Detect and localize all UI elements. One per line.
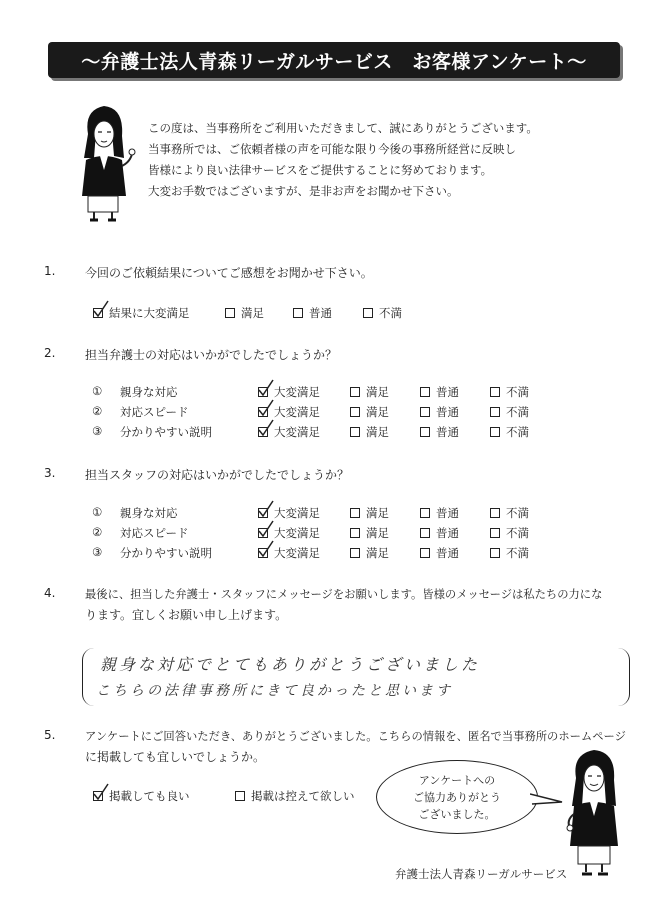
checkbox[interactable]	[350, 427, 360, 437]
intro-line: 皆様により良い法律サービスをご提供することに努めております。	[148, 163, 493, 177]
option-label: 満足	[366, 385, 389, 399]
checkbox[interactable]	[225, 308, 235, 318]
option-label: 大変満足	[274, 546, 320, 560]
q2-row-label: 対応スピード	[120, 405, 189, 419]
checkmark-icon	[258, 520, 274, 538]
thank-you-speech-bubble	[376, 760, 538, 834]
checkmark-icon	[258, 399, 274, 417]
q1-option-very-satisfied[interactable]	[93, 305, 190, 321]
bowing-receptionist-illustration-icon	[560, 742, 630, 880]
q2-row-label: 親身な対応	[120, 385, 178, 399]
q3-number: 3.	[44, 466, 56, 480]
q2-row-label: 分かりやすい説明	[120, 425, 212, 439]
q3-r3-dissatisfied[interactable]	[490, 545, 529, 561]
checkbox[interactable]	[490, 508, 500, 518]
checkbox[interactable]	[420, 548, 430, 558]
q3-r1-neutral[interactable]	[420, 505, 459, 521]
checkbox[interactable]	[350, 407, 360, 417]
q1-option-neutral[interactable]	[293, 305, 332, 321]
q2-row-number: ①	[92, 384, 103, 398]
checkbox[interactable]	[490, 548, 500, 558]
q3-r2-neutral[interactable]	[420, 525, 459, 541]
q2-r3-satisfied[interactable]	[350, 424, 389, 440]
q2-r2-neutral[interactable]	[420, 404, 459, 420]
q1-question: 今回のご依頼結果についてご感想をお聞かせ下さい。	[85, 266, 373, 280]
q2-r3-very-satisfied[interactable]	[258, 424, 320, 440]
intro-line: この度は、当事務所をご利用いただきまして、誠にありがとうございます。	[148, 121, 538, 135]
option-label: 普通	[309, 306, 332, 320]
checkbox[interactable]	[350, 387, 360, 397]
bubble-line: アンケートへの	[418, 773, 496, 787]
option-label: 不満	[506, 526, 529, 540]
q2-row-number: ③	[92, 424, 103, 438]
option-label: 満足	[366, 405, 389, 419]
q4-question-line2: ります。宜しくお願い申し上げます。	[85, 608, 288, 622]
q2-r1-very-satisfied[interactable]	[258, 384, 320, 400]
checkbox[interactable]	[420, 528, 430, 538]
option-label: 満足	[366, 425, 389, 439]
checkbox[interactable]	[420, 508, 430, 518]
footer-firm-name: 弁護士法人青森リーガルサービス	[395, 867, 568, 881]
option-label: 満足	[366, 546, 389, 560]
checkmark-icon	[258, 540, 274, 558]
survey-title: 〜弁護士法人青森リーガルサービス お客様アンケート〜	[81, 50, 587, 73]
q3-r1-very-satisfied[interactable]	[258, 505, 320, 521]
option-label: 結果に大変満足	[109, 306, 190, 320]
q2-r1-dissatisfied[interactable]	[490, 384, 529, 400]
checkbox[interactable]	[490, 528, 500, 538]
q3-row-number: ③	[92, 545, 103, 559]
checkbox[interactable]	[350, 508, 360, 518]
q3-row-label: 分かりやすい説明	[120, 546, 212, 560]
checkbox[interactable]	[350, 528, 360, 538]
bubble-line: ご協力ありがとう	[413, 790, 501, 804]
q2-r1-satisfied[interactable]	[350, 384, 389, 400]
option-label: 大変満足	[274, 526, 320, 540]
checkbox[interactable]	[420, 427, 430, 437]
intro-line: 大変お手数ではございますが、是非お声をお聞かせ下さい。	[148, 184, 459, 198]
q3-question: 担当スタッフの対応はいかがでしたでしょうか？	[85, 468, 350, 482]
q4-number: 4.	[44, 586, 56, 600]
checkbox-checked[interactable]	[258, 387, 268, 397]
checkbox[interactable]	[363, 308, 373, 318]
option-label: 普通	[436, 506, 459, 520]
option-label: 不満	[506, 546, 529, 560]
option-label: 不満	[506, 506, 529, 520]
q5-option-allow[interactable]	[93, 788, 190, 804]
option-label: 掲載しても良い	[109, 789, 190, 803]
checkmark-icon	[93, 783, 109, 801]
q3-r3-neutral[interactable]	[420, 545, 459, 561]
checkbox[interactable]	[293, 308, 303, 318]
checkbox[interactable]	[235, 791, 245, 801]
q3-r1-satisfied[interactable]	[350, 505, 389, 521]
option-label: 普通	[436, 526, 459, 540]
q5-number: 5.	[44, 728, 56, 742]
q3-row-label: 対応スピード	[120, 526, 189, 540]
q3-r1-dissatisfied[interactable]	[490, 505, 529, 521]
intro-line: 当事務所では、ご依頼者様の声を可能な限り今後の事務所経営に反映し	[148, 142, 516, 156]
checkbox-checked[interactable]	[93, 791, 103, 801]
option-label: 不満	[379, 306, 402, 320]
checkbox-checked[interactable]	[258, 407, 268, 417]
q3-row-number: ②	[92, 525, 103, 539]
option-label: 普通	[436, 425, 459, 439]
checkbox-checked[interactable]	[258, 508, 268, 518]
q3-r2-satisfied[interactable]	[350, 525, 389, 541]
q2-r2-very-satisfied[interactable]	[258, 404, 320, 420]
q3-r2-dissatisfied[interactable]	[490, 525, 529, 541]
q2-row-number: ②	[92, 404, 103, 418]
option-label: 満足	[366, 506, 389, 520]
checkmark-icon	[258, 379, 274, 397]
q5-question-line1: アンケートにご回答いただき、ありがとうございました。こちらの情報を、匿名で当事務所のホームページ	[85, 730, 626, 743]
option-label: 普通	[436, 546, 459, 560]
option-label: 不満	[506, 405, 529, 419]
q3-r3-very-satisfied[interactable]	[258, 545, 320, 561]
q2-r3-dissatisfied[interactable]	[490, 424, 529, 440]
option-label: 大変満足	[274, 506, 320, 520]
option-label: 不満	[506, 385, 529, 399]
option-label: 満足	[366, 526, 389, 540]
q3-r2-very-satisfied[interactable]	[258, 525, 320, 541]
checkbox-checked[interactable]	[258, 548, 268, 558]
checkmark-icon	[93, 300, 109, 318]
q2-question: 担当弁護士の対応はいかがでしたでしょうか？	[85, 348, 338, 362]
q3-row-label: 親身な対応	[120, 506, 178, 520]
option-label: 不満	[506, 425, 529, 439]
q5-option-decline[interactable]	[235, 788, 355, 804]
option-label: 大変満足	[274, 385, 320, 399]
q2-r2-dissatisfied[interactable]	[490, 404, 529, 420]
option-label: 普通	[436, 385, 459, 399]
q4-question-line1: 最後に、担当した弁護士・スタッフにメッセージをお願いします。皆様のメッセージは私たちの力にな	[85, 588, 603, 601]
q2-r1-neutral[interactable]	[420, 384, 459, 400]
checkbox[interactable]	[490, 427, 500, 437]
q5-question-line2: に掲載しても宜しいでしょうか。	[85, 750, 266, 764]
option-label: 大変満足	[274, 405, 320, 419]
q3-r3-satisfied[interactable]	[350, 545, 389, 561]
receptionist-illustration-icon	[70, 96, 140, 224]
q2-r2-satisfied[interactable]	[350, 404, 389, 420]
checkbox[interactable]	[490, 387, 500, 397]
intro-text	[148, 118, 538, 202]
q2-number: 2.	[44, 346, 56, 360]
option-label: 大変満足	[274, 425, 320, 439]
option-label: 満足	[241, 306, 264, 320]
speech-bubble-tail-icon	[530, 790, 564, 810]
bubble-line: ございました。	[418, 807, 496, 821]
checkbox[interactable]	[420, 407, 430, 417]
checkmark-icon	[258, 500, 274, 518]
survey-title-banner	[48, 42, 620, 78]
checkbox[interactable]	[350, 548, 360, 558]
option-label: 普通	[436, 405, 459, 419]
checkbox-checked[interactable]	[93, 308, 103, 318]
q2-r3-neutral[interactable]	[420, 424, 459, 440]
checkbox[interactable]	[420, 387, 430, 397]
checkbox[interactable]	[490, 407, 500, 417]
option-label: 掲載は控えて欲しい	[251, 789, 355, 803]
checkmark-icon	[258, 419, 274, 437]
message-handwritten-line1: 親身な対応でとてもありがとうございました	[100, 655, 481, 674]
q1-number: 1.	[44, 264, 56, 278]
q1-option-satisfied[interactable]	[225, 305, 264, 321]
checkbox-checked[interactable]	[258, 528, 268, 538]
q3-row-number: ①	[92, 505, 103, 519]
message-handwritten-line2: こちらの法律事務所にきて良かったと思います	[96, 683, 453, 699]
q1-option-dissatisfied[interactable]	[363, 305, 402, 321]
checkbox-checked[interactable]	[258, 427, 268, 437]
